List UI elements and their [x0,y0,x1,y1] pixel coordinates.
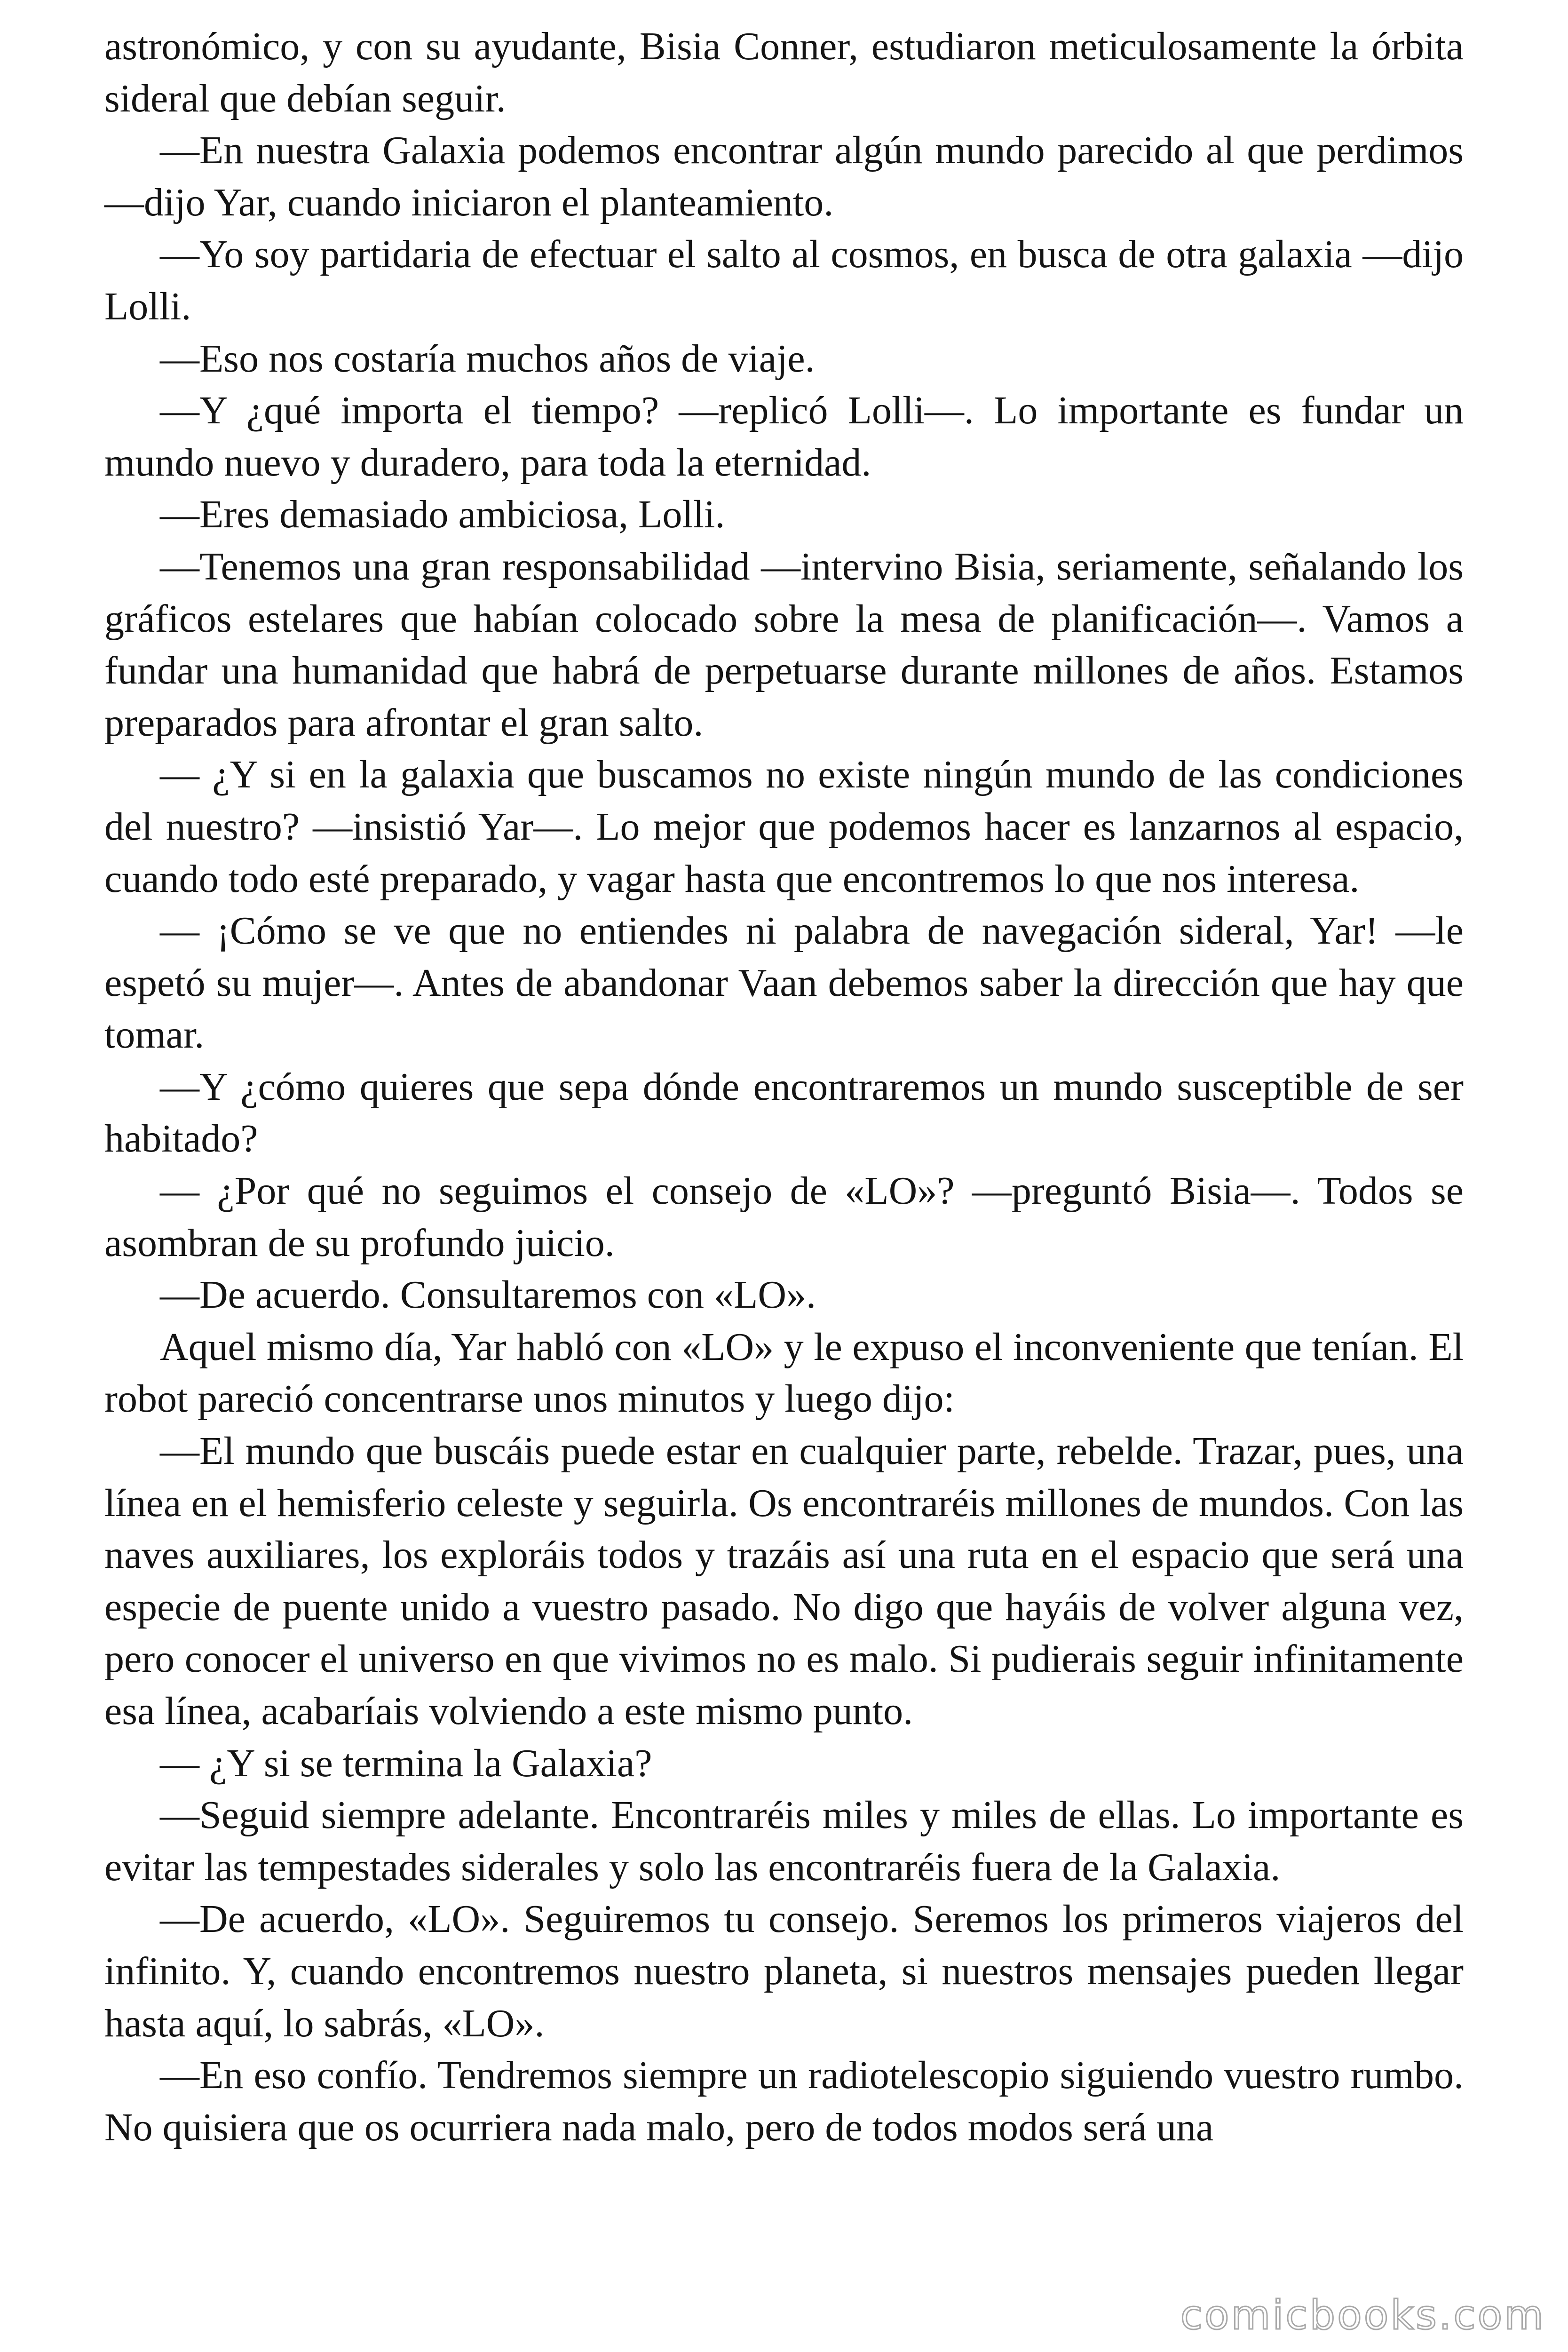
paragraph: —Y ¿cómo quieres que sepa dónde encontraremos un mundo susceptible de ser habitado? [104,1065,1464,1161]
paragraph: Aquel mismo día, Yar habló con «LO» y le expuso el inconveniente que tenían. El robot pareció concentrarse unos minutos y luego dijo: [104,1325,1464,1421]
paragraph: —Eres demasiado ambiciosa, Lolli. [160,493,725,537]
paragraph: —De acuerdo, «LO». Seguiremos tu consejo. Seremos los primeros viajeros del infinito. Y, cuando encontremos nuestro planeta, si nuestros mensajes pueden llegar hasta aquí, lo sabrás, «LO». [104,1897,1464,2045]
paragraph: astronómico, y con su ayudante, Bisia Conner, estudiaron meticulosamente la órbita sideral que debían seguir. [104,24,1464,120]
paragraph: —El mundo que buscáis puede estar en cualquier parte, rebelde. Trazar, pues, una línea en el hemisferio celeste y seguirla. Os encontraréis millones de mundos. Con las naves auxiliares, los exploráis todos y trazáis así una ruta en el espacio que será una especie de puente unido a vuestro pasado. No digo que hayáis de volver alguna vez, pero conocer el universo en que vivimos no es malo. Si pudierais seguir infinitamente esa línea, acabaríais volviendo a este mismo punto. [104,1429,1464,1733]
paragraph: —Yo soy partidaria de efectuar el salto al cosmos, en busca de otra galaxia —dijo Lolli. [104,232,1464,328]
paragraph: —Y ¿qué importa el tiempo? —replicó Lolli—. Lo importante es fundar un mundo nuevo y duradero, para toda la eternidad. [104,389,1464,485]
paragraph: — ¿Y si en la galaxia que buscamos no existe ningún mundo de las condiciones del nuestro? —insistió Yar—. Lo mejor que podemos hacer es lanzarnos al espacio, cuando todo esté preparado, y vagar hasta que encontremos lo que nos interesa. [104,753,1464,901]
paragraph: — ¿Por qué no seguimos el consejo de «LO»? —preguntó Bisia—. Todos se asombran de su profundo juicio. [104,1169,1464,1265]
paragraph: —En eso confío. Tendremos siempre un radiotelescopio siguiendo vuestro rumbo. No quisiera que os ocurriera nada malo, pero de todos modos será una [104,2053,1464,2149]
paragraph: —De acuerdo. Consultaremos con «LO». [160,1273,816,1317]
text-column [104,21,1464,2153]
paragraph: —Tenemos una gran responsabilidad —intervino Bisia, seriamente, señalando los gráficos estelares que habían colocado sobre la mesa de planificación—. Vamos a fundar una humanidad que habrá de perpetuarse durante millones de años. Estamos preparados para afrontar el gran salto. [104,544,1464,745]
paragraph: — ¡Cómo se ve que no entiendes ni palabra de navegación sideral, Yar! —le espetó su mujer—. Antes de abandonar Vaan debemos saber la dirección que hay que tomar. [104,909,1464,1057]
watermark: comicbooks.com [1180,2292,1545,2339]
paragraph: —Seguid siempre adelante. Encontraréis miles y miles de ellas. Lo importante es evitar las tempestades siderales y solo las encontraréis fuera de la Galaxia. [104,1793,1464,1889]
paragraph: — ¿Y si se termina la Galaxia? [160,1741,652,1785]
paragraph: —En nuestra Galaxia podemos encontrar algún mundo parecido al que perdimos —dijo Yar, cuando iniciaron el planteamiento. [104,128,1464,224]
paragraph: —Eso nos costaría muchos años de viaje. [160,336,815,381]
